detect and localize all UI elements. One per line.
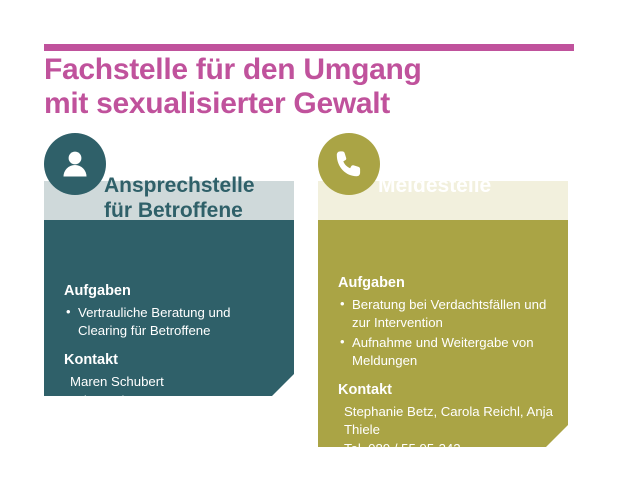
tasks-list-right [338,296,554,369]
tasks-list-left [64,304,280,339]
card-heading-meldestelle [378,174,491,199]
card-heading-right-line-1: Meldestelle [378,174,492,197]
card-heading-ansprechstelle [104,174,255,224]
contact-lines-left [64,373,280,428]
page-title-line-2: mit sexualisierter Gewalt [44,86,390,120]
contact-mail-right[interactable]: Mail meldestelleSG@elkb.de [344,459,514,475]
person-icon [58,147,92,181]
header-rule [44,44,574,51]
card-heading-left-line-1: Ansprechstelle [104,174,255,197]
card-content-left [64,283,280,430]
contact-phone-right: Tel. 089 / 55 95-342 [344,440,461,456]
contact-name-right: Stephanie Betz, Carola Reichl, Anja Thiele [344,404,553,437]
person-icon-circle [44,133,106,195]
contact-label-right: Kontakt [338,382,392,399]
card-body-right [318,220,568,475]
page-title [44,53,589,120]
tasks-label-right: Aufgaben [338,275,405,291]
card-heading-left-line-2: für Betroffene [104,198,243,222]
corner-fold-right [546,425,568,447]
contact-label-left: Kontakt [64,352,118,369]
contact-name-left: Maren Schubert [70,374,164,390]
list-item: • Beratung bei Verdachtsfällen und zur Intervention [338,296,554,331]
card-content-right [338,275,554,477]
contact-phone-left: Tel. 089 / 55 95-335 [70,392,187,408]
corner-fold-left [272,374,294,396]
list-item: • Vertrauliche Beratung und Clearing für Betroffene [64,304,280,339]
card-body-left [44,220,294,427]
phone-icon-circle [318,133,380,195]
contact-mail-left[interactable]: Mail ansprechstelleSG@elkb.de [70,411,258,427]
list-item: • Aufnahme und Weitergabe von Meldungen [338,334,554,369]
page-title-line-1: Fachstelle für den Umgang [44,53,422,86]
contact-lines-right [338,403,554,476]
card-meldestelle [318,181,568,475]
tasks-label-left: Aufgaben [64,283,131,299]
phone-icon [333,148,365,180]
